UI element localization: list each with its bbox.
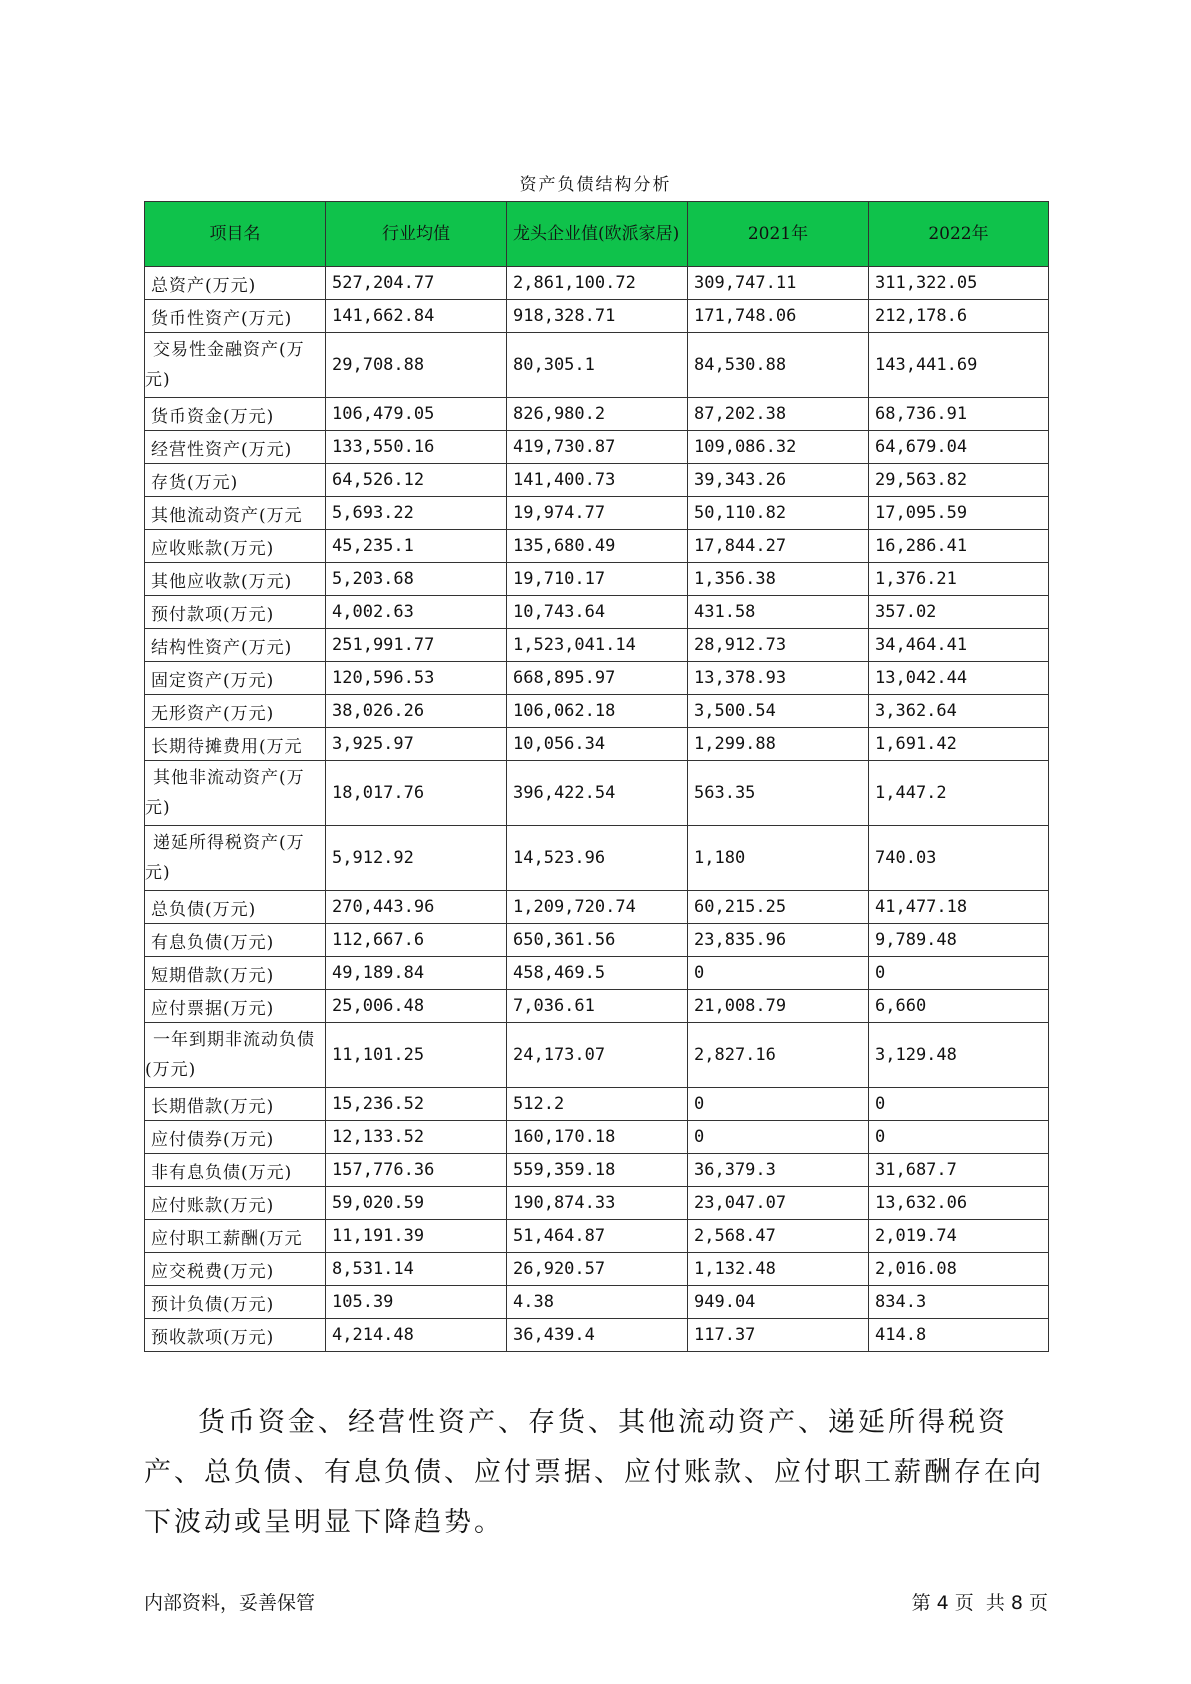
- value-cell: 949.04: [688, 1286, 869, 1319]
- value-cell: 14,523.96: [507, 826, 688, 891]
- table-row: [145, 728, 1049, 761]
- analysis-paragraph: 货币资金、经营性资产、存货、其他流动资产、递延所得税资产、总负债、有息负债、应付票据、应付账款、应付职工薪酬存在向下波动或呈明显下降趋势。: [144, 1407, 1044, 1538]
- value-cell: 0: [688, 1088, 869, 1121]
- table-header-row: [145, 202, 1049, 267]
- value-cell: 23,047.07: [688, 1187, 869, 1220]
- value-cell: 190,874.33: [507, 1187, 688, 1220]
- value-cell: 918,328.71: [507, 300, 688, 333]
- value-cell: 396,422.54: [507, 761, 688, 826]
- value-cell: 7,036.61: [507, 990, 688, 1023]
- value-cell: 11,101.25: [326, 1023, 507, 1088]
- row-label-cell: 预计负债(万元): [145, 1286, 326, 1319]
- value-cell: 26,920.57: [507, 1253, 688, 1286]
- value-cell: 3,362.64: [869, 695, 1049, 728]
- value-cell: 0: [869, 1121, 1049, 1154]
- row-label-cell: 应收账款(万元): [145, 530, 326, 563]
- table-row: [145, 1220, 1049, 1253]
- row-label-cell: 应付票据(万元): [145, 990, 326, 1023]
- row-label-cell: 应付职工薪酬(万元: [145, 1220, 326, 1253]
- value-cell: 49,189.84: [326, 957, 507, 990]
- value-cell: 2,019.74: [869, 1220, 1049, 1253]
- table-row: [145, 530, 1049, 563]
- table-row: [145, 1187, 1049, 1220]
- value-cell: 431.58: [688, 596, 869, 629]
- value-cell: 28,912.73: [688, 629, 869, 662]
- row-label-cell: 应付账款(万元): [145, 1187, 326, 1220]
- value-cell: 19,710.17: [507, 563, 688, 596]
- value-cell: 19,974.77: [507, 497, 688, 530]
- table-row: [145, 267, 1049, 300]
- value-cell: 50,110.82: [688, 497, 869, 530]
- row-label-cell: 总负债(万元): [145, 891, 326, 924]
- value-cell: 29,563.82: [869, 464, 1049, 497]
- table-row: [145, 1154, 1049, 1187]
- value-cell: 17,095.59: [869, 497, 1049, 530]
- value-cell: 31,687.7: [869, 1154, 1049, 1187]
- value-cell: 8,531.14: [326, 1253, 507, 1286]
- value-cell: 157,776.36: [326, 1154, 507, 1187]
- value-cell: 21,008.79: [688, 990, 869, 1023]
- value-cell: 559,359.18: [507, 1154, 688, 1187]
- value-cell: 3,129.48: [869, 1023, 1049, 1088]
- value-cell: 309,747.11: [688, 267, 869, 300]
- row-label-cell: 其他流动资产(万元: [145, 497, 326, 530]
- value-cell: 36,379.3: [688, 1154, 869, 1187]
- table-row: [145, 464, 1049, 497]
- table-row: [145, 957, 1049, 990]
- table-row: [145, 1286, 1049, 1319]
- value-cell: 105.39: [326, 1286, 507, 1319]
- value-cell: 87,202.38: [688, 398, 869, 431]
- footer-confidential: 内部资料，妥善保管: [144, 1592, 316, 1614]
- value-cell: 3,500.54: [688, 695, 869, 728]
- value-cell: 16,286.41: [869, 530, 1049, 563]
- value-cell: 4.38: [507, 1286, 688, 1319]
- row-label-cell: 短期借款(万元): [145, 957, 326, 990]
- table-row: [145, 826, 1049, 891]
- value-cell: 0: [688, 957, 869, 990]
- value-cell: 64,526.12: [326, 464, 507, 497]
- table-row: [145, 497, 1049, 530]
- value-cell: 1,691.42: [869, 728, 1049, 761]
- value-cell: 311,322.05: [869, 267, 1049, 300]
- table-row: [145, 333, 1049, 398]
- table-row: [145, 431, 1049, 464]
- value-cell: 0: [688, 1121, 869, 1154]
- column-header-item: 项目名: [145, 202, 326, 267]
- table-row: [145, 1121, 1049, 1154]
- value-cell: 12,133.52: [326, 1121, 507, 1154]
- value-cell: 13,632.06: [869, 1187, 1049, 1220]
- value-cell: 512.2: [507, 1088, 688, 1121]
- value-cell: 3,925.97: [326, 728, 507, 761]
- row-label-cell: 经营性资产(万元): [145, 431, 326, 464]
- value-cell: 1,523,041.14: [507, 629, 688, 662]
- value-cell: 41,477.18: [869, 891, 1049, 924]
- row-label-cell: 交易性金融资产(万元): [145, 333, 326, 398]
- row-label-cell: 预收款项(万元): [145, 1319, 326, 1352]
- value-cell: 414.8: [869, 1319, 1049, 1352]
- footer-page-number: 第 4 页 共 8 页: [911, 1592, 1048, 1614]
- value-cell: 826,980.2: [507, 398, 688, 431]
- value-cell: 84,530.88: [688, 333, 869, 398]
- value-cell: 11,191.39: [326, 1220, 507, 1253]
- value-cell: 2,016.08: [869, 1253, 1049, 1286]
- value-cell: 1,209,720.74: [507, 891, 688, 924]
- row-label-cell: 货币资金(万元): [145, 398, 326, 431]
- value-cell: 1,299.88: [688, 728, 869, 761]
- row-label-cell: 有息负债(万元): [145, 924, 326, 957]
- column-header-industry-avg: 行业均值: [326, 202, 507, 267]
- value-cell: 24,173.07: [507, 1023, 688, 1088]
- row-label-cell: 预付款项(万元): [145, 596, 326, 629]
- value-cell: 141,400.73: [507, 464, 688, 497]
- row-label-cell: 一年到期非流动负债(万元): [145, 1023, 326, 1088]
- table-row: [145, 1253, 1049, 1286]
- value-cell: 10,056.34: [507, 728, 688, 761]
- value-cell: 527,204.77: [326, 267, 507, 300]
- value-cell: 141,662.84: [326, 300, 507, 333]
- row-label-cell: 递延所得税资产(万元): [145, 826, 326, 891]
- value-cell: 17,844.27: [688, 530, 869, 563]
- table-row: [145, 1023, 1049, 1088]
- value-cell: 64,679.04: [869, 431, 1049, 464]
- value-cell: 51,464.87: [507, 1220, 688, 1253]
- value-cell: 29,708.88: [326, 333, 507, 398]
- row-label-cell: 长期借款(万元): [145, 1088, 326, 1121]
- row-label-cell: 无形资产(万元): [145, 695, 326, 728]
- row-label-cell: 结构性资产(万元): [145, 629, 326, 662]
- value-cell: 13,378.93: [688, 662, 869, 695]
- value-cell: 5,203.68: [326, 563, 507, 596]
- value-cell: 5,693.22: [326, 497, 507, 530]
- value-cell: 59,020.59: [326, 1187, 507, 1220]
- value-cell: 80,305.1: [507, 333, 688, 398]
- column-header-2022: 2022年: [869, 202, 1049, 267]
- value-cell: 117.37: [688, 1319, 869, 1352]
- value-cell: 1,447.2: [869, 761, 1049, 826]
- table-row: [145, 1319, 1049, 1352]
- value-cell: 34,464.41: [869, 629, 1049, 662]
- value-cell: 15,236.52: [326, 1088, 507, 1121]
- row-label-cell: 货币性资产(万元): [145, 300, 326, 333]
- table-row: [145, 695, 1049, 728]
- table-row: [145, 300, 1049, 333]
- value-cell: 668,895.97: [507, 662, 688, 695]
- row-label-cell: 固定资产(万元): [145, 662, 326, 695]
- table-row: [145, 629, 1049, 662]
- table-row: [145, 596, 1049, 629]
- table-row: [145, 924, 1049, 957]
- row-label-cell: 其他应收款(万元): [145, 563, 326, 596]
- value-cell: 25,006.48: [326, 990, 507, 1023]
- value-cell: 1,132.48: [688, 1253, 869, 1286]
- balance-sheet-table: [144, 201, 1049, 1352]
- row-label-cell: 应交税费(万元): [145, 1253, 326, 1286]
- value-cell: 2,861,100.72: [507, 267, 688, 300]
- value-cell: 1,180: [688, 826, 869, 891]
- value-cell: 60,215.25: [688, 891, 869, 924]
- value-cell: 563.35: [688, 761, 869, 826]
- table-row: [145, 891, 1049, 924]
- value-cell: 357.02: [869, 596, 1049, 629]
- value-cell: 39,343.26: [688, 464, 869, 497]
- table-caption: 资产负债结构分析: [519, 175, 672, 195]
- value-cell: 6,660: [869, 990, 1049, 1023]
- value-cell: 458,469.5: [507, 957, 688, 990]
- row-label-cell: 存货(万元): [145, 464, 326, 497]
- value-cell: 0: [869, 1088, 1049, 1121]
- value-cell: 38,026.26: [326, 695, 507, 728]
- value-cell: 106,062.18: [507, 695, 688, 728]
- table-row: [145, 1088, 1049, 1121]
- row-label-cell: 应付债券(万元): [145, 1121, 326, 1154]
- value-cell: 0: [869, 957, 1049, 990]
- value-cell: 109,086.32: [688, 431, 869, 464]
- value-cell: 120,596.53: [326, 662, 507, 695]
- value-cell: 834.3: [869, 1286, 1049, 1319]
- value-cell: 133,550.16: [326, 431, 507, 464]
- value-cell: 112,667.6: [326, 924, 507, 957]
- value-cell: 251,991.77: [326, 629, 507, 662]
- row-label-cell: 长期待摊费用(万元: [145, 728, 326, 761]
- table-row: [145, 563, 1049, 596]
- value-cell: 143,441.69: [869, 333, 1049, 398]
- value-cell: 160,170.18: [507, 1121, 688, 1154]
- value-cell: 2,827.16: [688, 1023, 869, 1088]
- table-row: [145, 990, 1049, 1023]
- row-label-cell: 非有息负债(万元): [145, 1154, 326, 1187]
- value-cell: 171,748.06: [688, 300, 869, 333]
- value-cell: 135,680.49: [507, 530, 688, 563]
- value-cell: 18,017.76: [326, 761, 507, 826]
- value-cell: 106,479.05: [326, 398, 507, 431]
- value-cell: 4,002.63: [326, 596, 507, 629]
- column-header-2021: 2021年: [688, 202, 869, 267]
- value-cell: 740.03: [869, 826, 1049, 891]
- table-row: [145, 398, 1049, 431]
- value-cell: 212,178.6: [869, 300, 1049, 333]
- value-cell: 5,912.92: [326, 826, 507, 891]
- table-row: [145, 761, 1049, 826]
- row-label-cell: 总资产(万元): [145, 267, 326, 300]
- value-cell: 9,789.48: [869, 924, 1049, 957]
- value-cell: 36,439.4: [507, 1319, 688, 1352]
- value-cell: 10,743.64: [507, 596, 688, 629]
- value-cell: 23,835.96: [688, 924, 869, 957]
- value-cell: 45,235.1: [326, 530, 507, 563]
- value-cell: 419,730.87: [507, 431, 688, 464]
- value-cell: 1,356.38: [688, 563, 869, 596]
- value-cell: 68,736.91: [869, 398, 1049, 431]
- value-cell: 1,376.21: [869, 563, 1049, 596]
- table-row: [145, 662, 1049, 695]
- value-cell: 13,042.44: [869, 662, 1049, 695]
- value-cell: 2,568.47: [688, 1220, 869, 1253]
- value-cell: 4,214.48: [326, 1319, 507, 1352]
- row-label-cell: 其他非流动资产(万元): [145, 761, 326, 826]
- value-cell: 270,443.96: [326, 891, 507, 924]
- column-header-leader: 龙头企业值(欧派家居): [507, 202, 688, 267]
- value-cell: 650,361.56: [507, 924, 688, 957]
